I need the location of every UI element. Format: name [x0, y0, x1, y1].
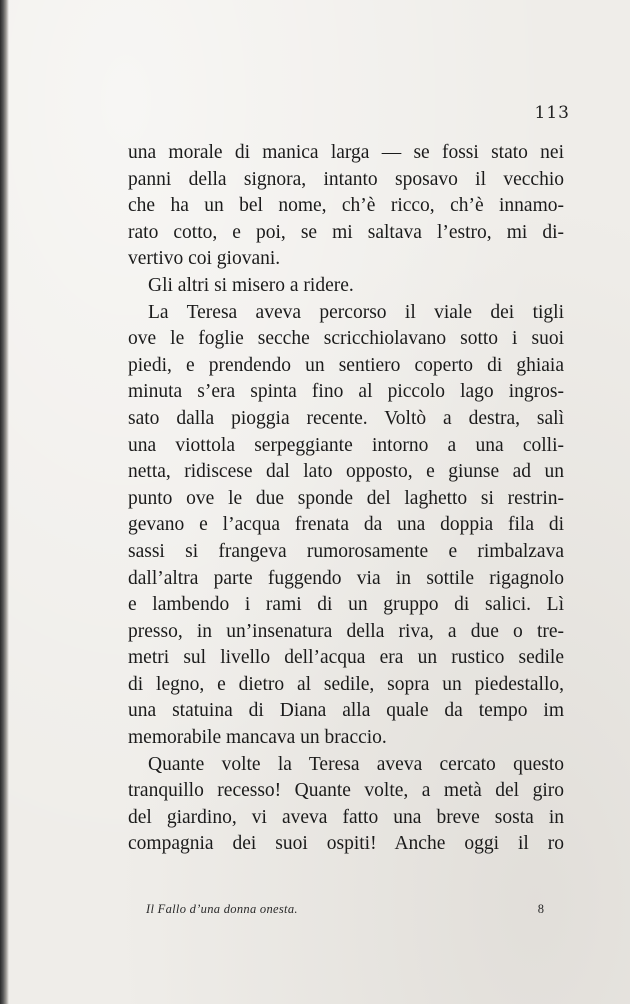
text-line: di legno, e dietro al sedile, sopra un piedestallo, — [128, 673, 564, 695]
text-line: sassi si frangeva rumorosamente e rimbalzava — [128, 540, 564, 562]
text-line: del giardino, vi aveva fatto una breve sosta in — [128, 806, 564, 828]
footer-book-title: Il Fallo d’una donna onesta. — [146, 902, 298, 916]
body-text — [128, 140, 564, 858]
text-line: La Teresa aveva percorso il viale dei tigli — [148, 301, 564, 323]
text-line: minuta s’era spinta fino al piccolo lago ingros- — [128, 381, 564, 403]
text-line: e lambendo i rami di un gruppo di salici. Lì — [128, 594, 564, 616]
text-line: vertivo coi giovani. — [128, 248, 281, 270]
text-line: una morale di manica larga — se fossi stato nei — [128, 142, 564, 163]
text-line: ove le foglie secche scricchiolavano sotto i suoi — [128, 328, 564, 350]
text-line: metri sul livello dell’acqua era un rustico sedile — [128, 647, 564, 669]
text-line: presso, in un’insenatura della riva, a due o tre- — [128, 620, 564, 642]
text-line: Quante volte la Teresa aveva cercato questo — [148, 753, 564, 775]
text-line: piedi, e prendendo un sentiero coperto di ghiaia — [128, 354, 564, 376]
page-footer — [146, 902, 544, 917]
text-line: panni della signora, intanto sposavo il vecchio — [128, 168, 564, 190]
binding-edge — [0, 0, 9, 1004]
signature-mark: 8 — [537, 902, 544, 916]
text-line: gevano e l’acqua frenata da una doppia fila di — [128, 514, 564, 536]
text-line: una statuina di Diana alla quale da tempo im — [128, 700, 564, 722]
text-line: sato dalla pioggia recente. Voltò a destra, salì — [128, 407, 564, 429]
text-line: punto ove le due sponde del laghetto si restrin- — [128, 487, 564, 509]
text-line: netta, ridiscese dal lato opposto, e giunse ad un — [128, 461, 564, 483]
text-line: che ha un bel nome, ch’è ricco, ch’è innamo- — [128, 195, 564, 217]
text-line: dall’altra parte fuggendo via in sottile rigagnolo — [128, 567, 564, 589]
text-line: memorabile mancava un braccio. — [128, 727, 387, 749]
text-line: rato cotto, e poi, se mi saltava l’estro, mi di- — [128, 221, 564, 243]
text-line: compagnia dei suoi ospiti! Anche oggi il ro — [128, 833, 564, 855]
page-number: 113 — [534, 103, 570, 123]
text-line: una viottola serpeggiante intorno a una colli- — [128, 434, 564, 456]
text-line: tranquillo recesso! Quante volte, a metà del giro — [128, 780, 564, 802]
text-line: Gli altri si misero a ridere. — [148, 274, 354, 296]
